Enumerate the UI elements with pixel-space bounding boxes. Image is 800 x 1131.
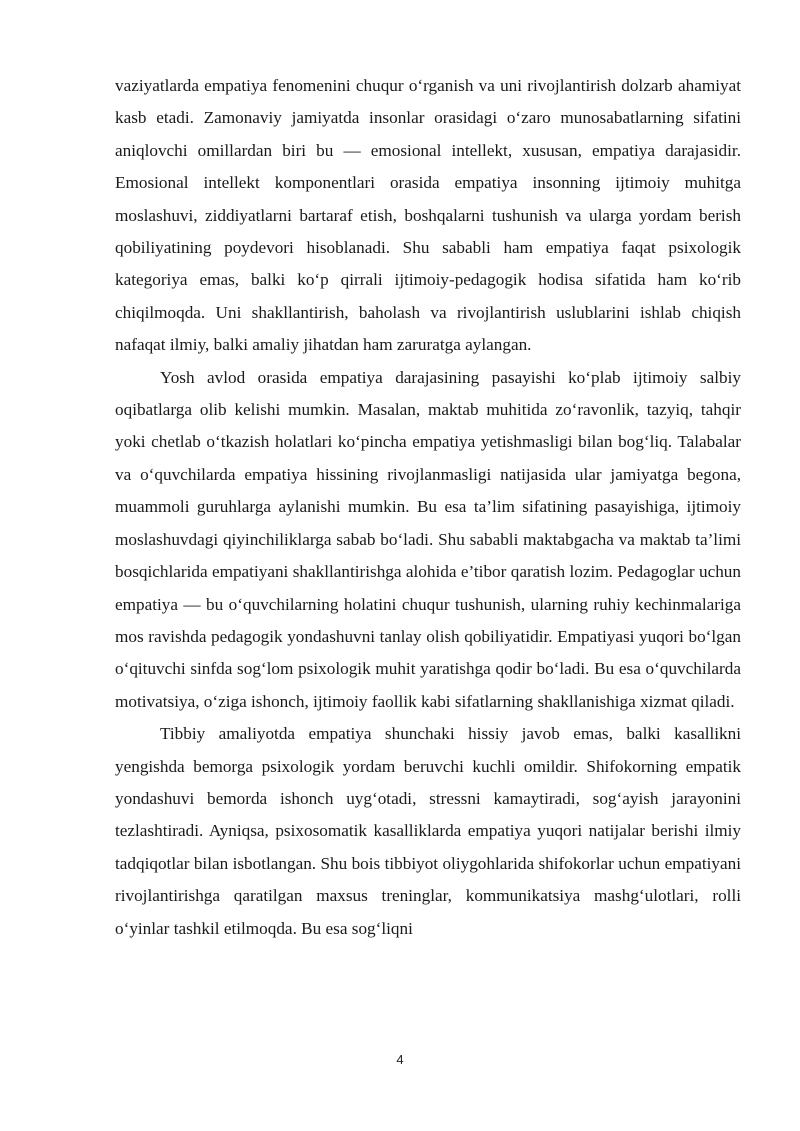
page-number: 4 bbox=[396, 1052, 404, 1067]
paragraph-2: Yosh avlod orasida empatiya darajasining pasayishi ko‘plab ijtimoiy salbiy oqibatlarga olib kelishi mumkin. Masalan, maktab muhitida zo‘ravonlik, tazyiq, tahqir yoki chetlab o‘tkazish holatlari ko‘pincha empatiya yetishmasligi bilan bog‘liq. Talabalar va o‘quvchilarda empatiya hissining rivojlanmasligi natijasida ular jamiyatga begona, muammoli guruhlarga aylanishi mumkin. Bu esa ta’lim sifatining pasayishiga, ijtimoiy moslashuvdagi qiyinchiliklarga sabab bo‘ladi. Shu sababli maktabgacha va maktab ta’limi bosqichlarida empatiyani shakllantirishga alohida e’tibor qaratish lozim. Pedagoglar uchun empatiya — bu o‘quvchilarning holatini chuqur tushunish, ularning ruhiy kechinmalariga mos ravishda pedagogik yondashuvni tanlay olish qobiliyatidir. Empatiyasi yuqori bo‘lgan o‘qituvchi sinfda sog‘lom psixologik muhit yaratishga qodir bo‘ladi. Bu esa o‘quvchilarda motivatsiya, o‘ziga ishonch, ijtimoiy faollik kabi sifatlarning shakllanishiga xizmat qiladi. bbox=[115, 367, 741, 711]
paragraph-3: Tibbiy amaliyotda empatiya shunchaki hissiy javob emas, balki kasallikni yengishda bemorga psixologik yordam beruvchi kuchli omildir. Shifokorning empatik yondashuvi bemorda ishonch uyg‘otadi, stressni kamaytiradi, sog‘ayish jarayonini tezlashtiradi. Ayniqsa, psixosomatik kasalliklarda empatiya yuqori natijalar berishi ilmiy tadqiqotlar bilan isbotlangan. Shu bois tibbiyot oliygohlarida shifokorlar uchun empatiyani rivojlantirishga qaratilgan maxsus treninglar, kommunikatsiya mashg‘ulotlari, rolli o‘yinlar tashkil etilmoqda. Bu esa sog‘liqni bbox=[115, 724, 741, 938]
paragraph-1: vaziyatlarda empatiya fenomenini chuqur o‘rganish va uni rivojlantirish dolzarb ahamiyat kasb etadi. Zamonaviy jamiyatda insonlar orasidagi o‘zaro munosabatlarning sifatini aniqlovchi omillardan biri bu — emosional intellekt, xususan, empatiya darajasidir. Emosional intellekt komponentlari orasida empatiya insonning ijtimoiy muhitga moslashuvi, ziddiyatlarni bartaraf etish, boshqalarni tushunish va ularga yordam berish qobiliyatining poydevori hisoblanadi. Shu sababli ham empatiya faqat psixologik kategoriya emas, balki ko‘p qirrali ijtimoiy-pedagogik hodisa sifatida ham ko‘rib chiqilmoqda. Uni shakllantirish, baholash va rivojlantirish uslublarini ishlab chiqish nafaqat ilmiy, balki amaliy jihatdan ham zaruratga aylangan. bbox=[115, 76, 741, 355]
document-page bbox=[115, 70, 741, 945]
